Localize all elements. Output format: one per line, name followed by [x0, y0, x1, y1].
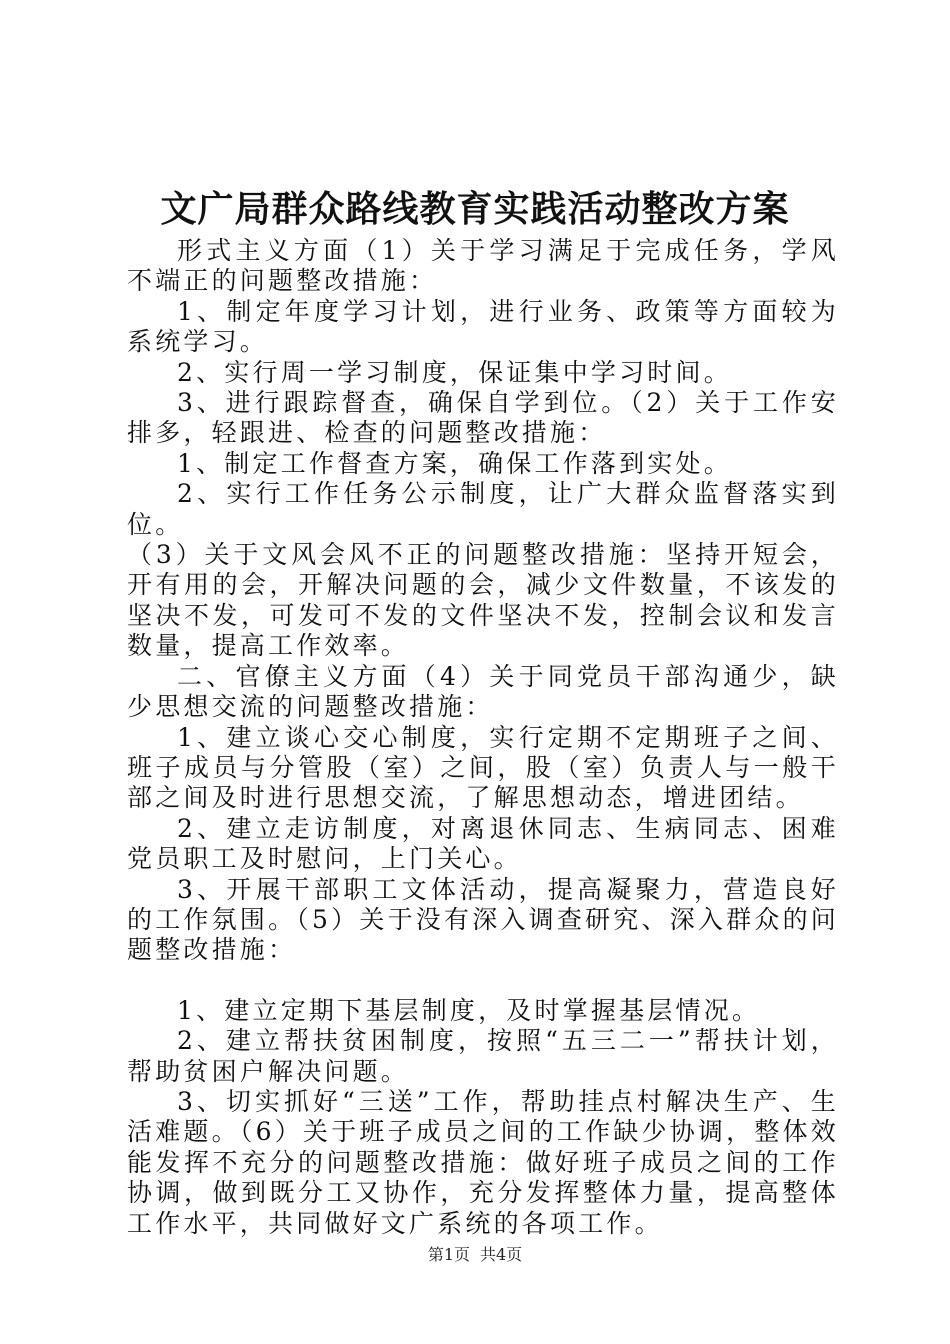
paragraph: 3、切实抓好“三送”工作，帮助挂点村解决生产、生活难题。（6）关于班子成员之间的工作缺少协调，整体效能发挥不充分的问题整改措施：做好班子成员之间的工作协调，做到既分工又协作，充分发挥整体力量，提高整体工作水平，共同做好文广系统的各项工作。 [127, 1086, 839, 1238]
paragraph: 2、建立帮扶贫困制度，按照“五三二一”帮扶计划，帮助贫困户解决问题。 [127, 1026, 839, 1086]
document-title: 文广局群众路线教育实践活动整改方案 [160, 188, 790, 230]
paragraph: （3）关于文风会风不正的问题整改措施：坚持开短会，开有用的会，开解决问题的会，减少文件数量，不该发的坚决不发，可发可不发的文件坚决不发，控制会议和发言数量，提高工作效率。 [127, 540, 839, 661]
document-body [127, 236, 839, 1239]
paragraph: 1、建立谈心交心制度，实行定期不定期班子之间、班子成员与分管股（室）之间，股（室）负责人与一般干部之间及时进行思想交流，了解思想动态，增进团结。 [127, 722, 839, 813]
paragraph: 1、制定年度学习计划，进行业务、政策等方面较为系统学习。 [127, 296, 839, 357]
paragraph: 2、建立走访制度，对离退休同志、生病同志、困难党员职工及时慰问，上门关心。 [127, 813, 839, 874]
page-number: 第1页 [427, 1245, 470, 1264]
paragraph: 3、开展干部职工文体活动，提高凝聚力，营造良好的工作氛围。（5）关于没有深入调查研究、深入群众的问题整改措施： [127, 874, 839, 965]
paragraph: 2、实行周一学习制度，保证集中学习时间。 [177, 357, 732, 387]
paragraph: 二、官僚主义方面（4）关于同党员干部沟通少，缺少思想交流的问题整改措施： [127, 661, 839, 722]
paragraph: 3、进行跟踪督查，确保自学到位。（2）关于工作安排多，轻跟进、检查的问题整改措施： [127, 388, 839, 448]
paragraph: 1、制定工作督查方案，确保工作落到实处。 [177, 448, 732, 478]
page-footer [0, 1245, 950, 1265]
paragraph: 2、实行工作任务公示制度，让广大群众监督落实到位。 [127, 479, 839, 539]
paragraph: 形式主义方面（1）关于学习满足于完成任务，学风不端正的问题整改措施： [127, 236, 839, 296]
page-total: 共4页 [480, 1245, 523, 1264]
paragraph: 1、建立定期下基层制度，及时掌握基层情况。 [177, 995, 761, 1025]
